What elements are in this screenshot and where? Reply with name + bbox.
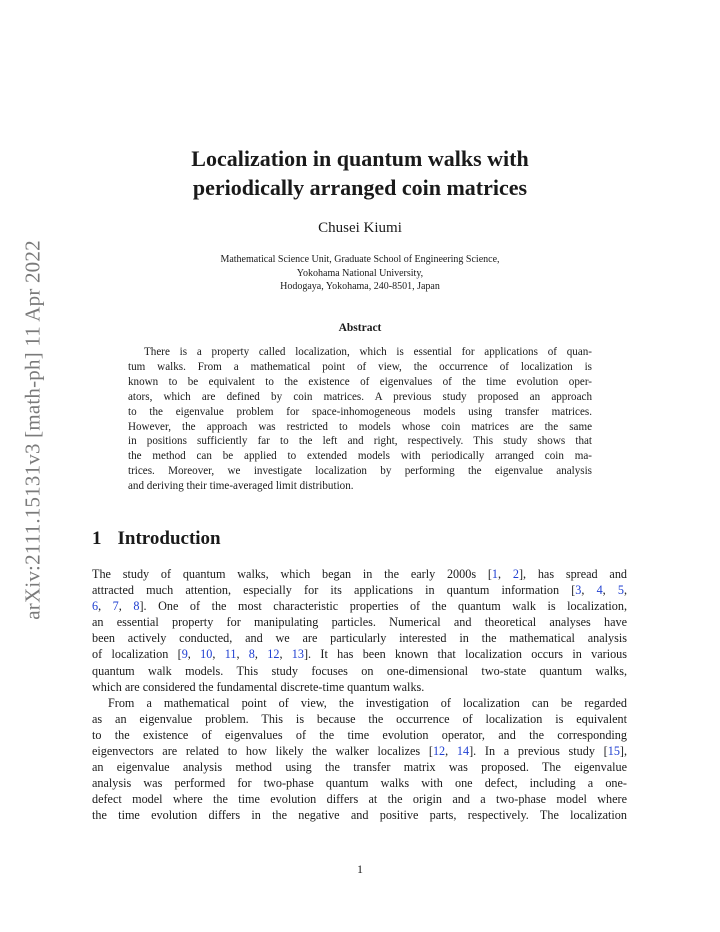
body-text-segment: , — [118, 599, 134, 614]
body-line — [92, 727, 627, 743]
body-text-segment: eigenvectors are related to how likely the walker localizes [ — [92, 744, 433, 759]
abstract-line: known to be equivalent to the existence of eigenvalues of the time evolution oper- — [128, 375, 592, 388]
paper-title-line: Localization in quantum walks with — [191, 146, 529, 171]
paper-title — [100, 144, 620, 202]
body-line — [92, 582, 627, 598]
body-line — [92, 807, 627, 823]
citation-link[interactable]: 8 — [248, 647, 255, 662]
body-line — [92, 630, 627, 646]
body-line — [92, 791, 627, 807]
abstract-line: and deriving their time-averaged limit distribution. — [128, 480, 354, 493]
body-text-segment: of localization [ — [92, 647, 182, 662]
author-name: Chusei Kiumi — [318, 220, 402, 236]
body-text-segment: ]. One of the most characteristic properties of the quantum walk is localization, — [139, 599, 628, 614]
body-text-segment: , — [212, 647, 225, 662]
body-text-segment: , — [279, 647, 292, 662]
abstract-line: There is a property called localization, which is essential for applications of quan- — [144, 346, 592, 358]
body-line — [92, 775, 627, 791]
citation-link[interactable]: 12 — [432, 744, 446, 759]
body-text-segment: , — [254, 647, 268, 662]
body-line — [92, 614, 627, 630]
abstract-heading: Abstract — [338, 322, 382, 334]
page-number: 1 — [357, 862, 363, 876]
body-text-segment: , — [187, 647, 201, 662]
body-line — [92, 679, 627, 695]
citation-link[interactable]: 13 — [291, 647, 304, 662]
body-text-segment: which are considered the fundamental discrete-time quantum walks. — [92, 679, 425, 694]
arxiv-stamp: arXiv:2111.15131v3 [math-ph] 11 Apr 2022 — [20, 240, 45, 620]
citation-link[interactable]: 3 — [575, 583, 582, 598]
citation-link[interactable]: 2 — [512, 567, 519, 581]
citation-link[interactable]: 1 — [491, 567, 499, 581]
citation-link[interactable]: 9 — [181, 647, 188, 662]
body-text-segment: as an eigenvalue problem. This is because the occurrence of localization is equivalent — [92, 711, 627, 726]
body-text-segment: , — [623, 583, 628, 598]
citation-link[interactable]: 15 — [607, 744, 620, 759]
body-text — [92, 566, 627, 824]
body-text-segment: , — [602, 583, 618, 598]
body-text-segment: , — [98, 599, 113, 614]
body-text-segment: ], — [619, 744, 628, 759]
abstract-line: trices. Moreover, we investigate localization by performing the eigenvalue analysis — [128, 465, 592, 478]
section-title: Introduction — [117, 528, 221, 549]
affiliation — [0, 253, 720, 294]
body-text-segment: , — [581, 583, 597, 598]
citation-link[interactable]: 5 — [617, 583, 624, 598]
abstract-line: However, the approach was restricted to models whose coin matrices are the same — [128, 420, 592, 433]
body-line — [92, 566, 627, 582]
body-text-segment: From a mathematical point of view, the investigation of localization can be regarded — [108, 695, 627, 710]
body-text-segment: the time evolution differs in the negative and positive parts, respectively. The localization — [92, 808, 627, 823]
body-text-segment: The study of quantum walks, which began in the early 2000s [ — [92, 567, 492, 581]
body-line — [92, 759, 627, 775]
body-line — [92, 663, 627, 679]
citation-link[interactable]: 4 — [596, 583, 603, 598]
affiliation-line: Yokohama National University, — [296, 267, 424, 279]
abstract-line: tum walks. From a mathematical point of view, the occurrence of localization is — [128, 360, 592, 373]
body-text-segment: defect model where the time evolution differs at the origin and a two-phase model where — [92, 792, 627, 807]
abstract-body — [128, 345, 592, 494]
body-text-segment: ]. In a previous study [ — [469, 744, 608, 759]
body-text-segment: to the existence of eigenvalues of the time evolution operator, and the corresponding — [92, 727, 627, 742]
body-text-segment: an eigenvalue analysis method using the transfer matrix was proposed. The eigenvalue — [92, 760, 627, 775]
body-line — [92, 711, 627, 727]
citation-link[interactable]: 7 — [112, 599, 119, 614]
citation-link[interactable]: 10 — [200, 647, 213, 662]
paper-title-line: periodically arranged coin matrices — [192, 175, 528, 200]
citation-link[interactable]: 6 — [92, 599, 99, 614]
section-heading — [92, 528, 221, 550]
body-text-segment: analysis was performed for two-phase quantum walks with one defect, including a one- — [92, 776, 627, 791]
abstract-line: the method can be applied to extended models with periodically arranged coin ma- — [128, 450, 592, 463]
body-text-segment: been actively conducted, and we are particularly interested in the mathematical analysis — [92, 631, 627, 646]
section-number: 1 — [92, 528, 102, 549]
body-text-segment: , — [445, 744, 457, 759]
body-text-segment: attracted much attention, especially for its applications in quantum information [ — [92, 583, 576, 598]
body-text-segment: ]. It has been known that localization occurs in various — [303, 647, 628, 662]
citation-link[interactable]: 11 — [224, 647, 237, 662]
affiliation-line: Mathematical Science Unit, Graduate School of Engineering Science, — [220, 254, 500, 265]
body-line — [92, 646, 627, 662]
abstract-line: to the eigenvalue problem for space-inhomogeneous models using transfer matrices. — [128, 405, 592, 418]
body-text-segment: quantum walk models. This study focuses on one-dimensional two-state quantum walks, — [92, 663, 627, 678]
citation-link[interactable]: 8 — [133, 599, 140, 614]
abstract-line: ators, which are defined by coin matrices. A previous study proposed an approach — [128, 390, 592, 403]
affiliation-line: Hodogaya, Yokohama, 240-8501, Japan — [280, 281, 440, 292]
body-text-segment: , — [236, 647, 249, 662]
body-line — [92, 743, 627, 759]
body-text-segment: an essential property for manipulating particles. Numerical and theoretical analyses have — [92, 615, 627, 630]
abstract-line: in positions sufficiently far to the left and right, respectively. This study shows that — [128, 435, 592, 448]
body-line — [92, 695, 627, 711]
citation-link[interactable]: 14 — [456, 744, 470, 759]
body-line — [92, 598, 627, 614]
body-text-segment: ], has spread and — [518, 567, 628, 581]
citation-link[interactable]: 12 — [267, 647, 280, 662]
body-text-segment: , — [498, 567, 513, 581]
